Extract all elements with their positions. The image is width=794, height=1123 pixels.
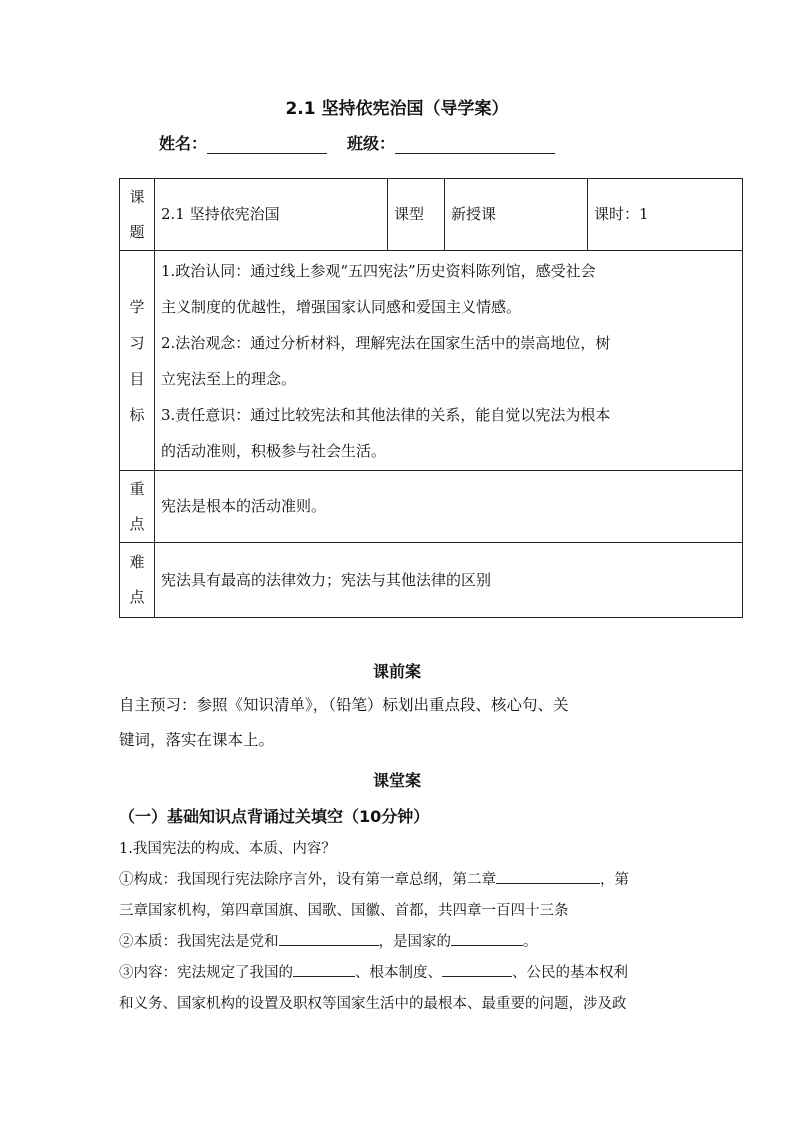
- blank-fill[interactable]: [496, 867, 600, 884]
- hours-value: 课时：1: [588, 179, 743, 251]
- class-label: 班级：: [347, 134, 396, 153]
- name-blank[interactable]: [207, 135, 327, 154]
- content-line-2: 和义务、国家机构的设置及职权等国家生活中的最根本、最重要的问题，涉及政: [119, 996, 627, 1012]
- content-line-1: ③内容：宪法规定了我国的 、根本制度、 、公民的基本权利: [119, 958, 679, 989]
- in-class-subheading: （一）基础知识点背诵过关填空（10分钟）: [119, 807, 430, 826]
- essence-line: ②本质：我国宪法是党和 ，是国家的 。: [119, 927, 679, 958]
- topic-value: 2.1 坚持依宪治国: [155, 179, 388, 251]
- pre-class-heading: 课前案: [372, 662, 421, 681]
- key-label: 重 点: [120, 471, 155, 543]
- table-row-goals: [120, 251, 743, 471]
- difficult-text: 宪法具有最高的法律效力；宪法与其他法律的区别: [155, 543, 743, 618]
- goals-label: 学 习 目 标: [120, 251, 155, 471]
- goal-line: 的活动准则，积极参与社会生活。: [161, 441, 387, 460]
- blank-fill[interactable]: [279, 929, 379, 946]
- pre-class-line: 键词，落实在课本上。: [119, 731, 275, 749]
- goal-line: 3.责任意识：通过比较宪法和其他法律的关系，能自觉以宪法为根本: [161, 405, 611, 424]
- goal-line: 主义制度的优越性，增强国家认同感和爱国主义情感。: [161, 297, 522, 316]
- question-1: 1.我国宪法的构成、本质、内容？: [119, 841, 336, 857]
- goal-line: 立宪法至上的理念。: [161, 369, 297, 388]
- page-title: 2.1 坚持依宪治国（导学案）: [285, 99, 509, 119]
- blank-fill[interactable]: [293, 960, 355, 977]
- name-label: 姓名：: [159, 134, 208, 153]
- goals-text: [155, 251, 743, 471]
- questions: [119, 834, 679, 1020]
- type-value: 新授课: [445, 179, 588, 251]
- composition-line-2: 三章国家机构，第四章国旗、国歌、国徽、首都，共四章一百四十三条: [119, 903, 569, 919]
- difficult-label: 难 点: [120, 543, 155, 618]
- lesson-info-table: [119, 178, 743, 618]
- type-label: 课型: [388, 179, 445, 251]
- table-row-key: [120, 471, 743, 543]
- table-row-topic: [120, 179, 743, 251]
- table-row-difficult: [120, 543, 743, 618]
- goal-line: 2.法治观念：通过分析材料，理解宪法在国家生活中的崇高地位，树: [161, 333, 611, 352]
- key-text: 宪法是根本的活动准则。: [155, 471, 743, 543]
- pre-class-text: [119, 688, 689, 758]
- pre-class-line: 自主预习：参照《知识清单》，（铅笔）标划出重点段、核心句、关: [119, 696, 569, 714]
- blank-fill[interactable]: [451, 929, 523, 946]
- goal-line: 1.政治认同：通过线上参观“五四宪法”历史资料陈列馆，感受社会: [161, 261, 596, 280]
- topic-label: 课 题: [120, 179, 155, 251]
- composition-line-1: ①构成：我国现行宪法除序言外，设有第一章总纲，第二章 ，第: [119, 865, 679, 896]
- blank-fill[interactable]: [442, 960, 512, 977]
- name-class-line: [159, 131, 555, 154]
- class-blank[interactable]: [395, 135, 555, 154]
- in-class-heading: 课堂案: [372, 771, 421, 790]
